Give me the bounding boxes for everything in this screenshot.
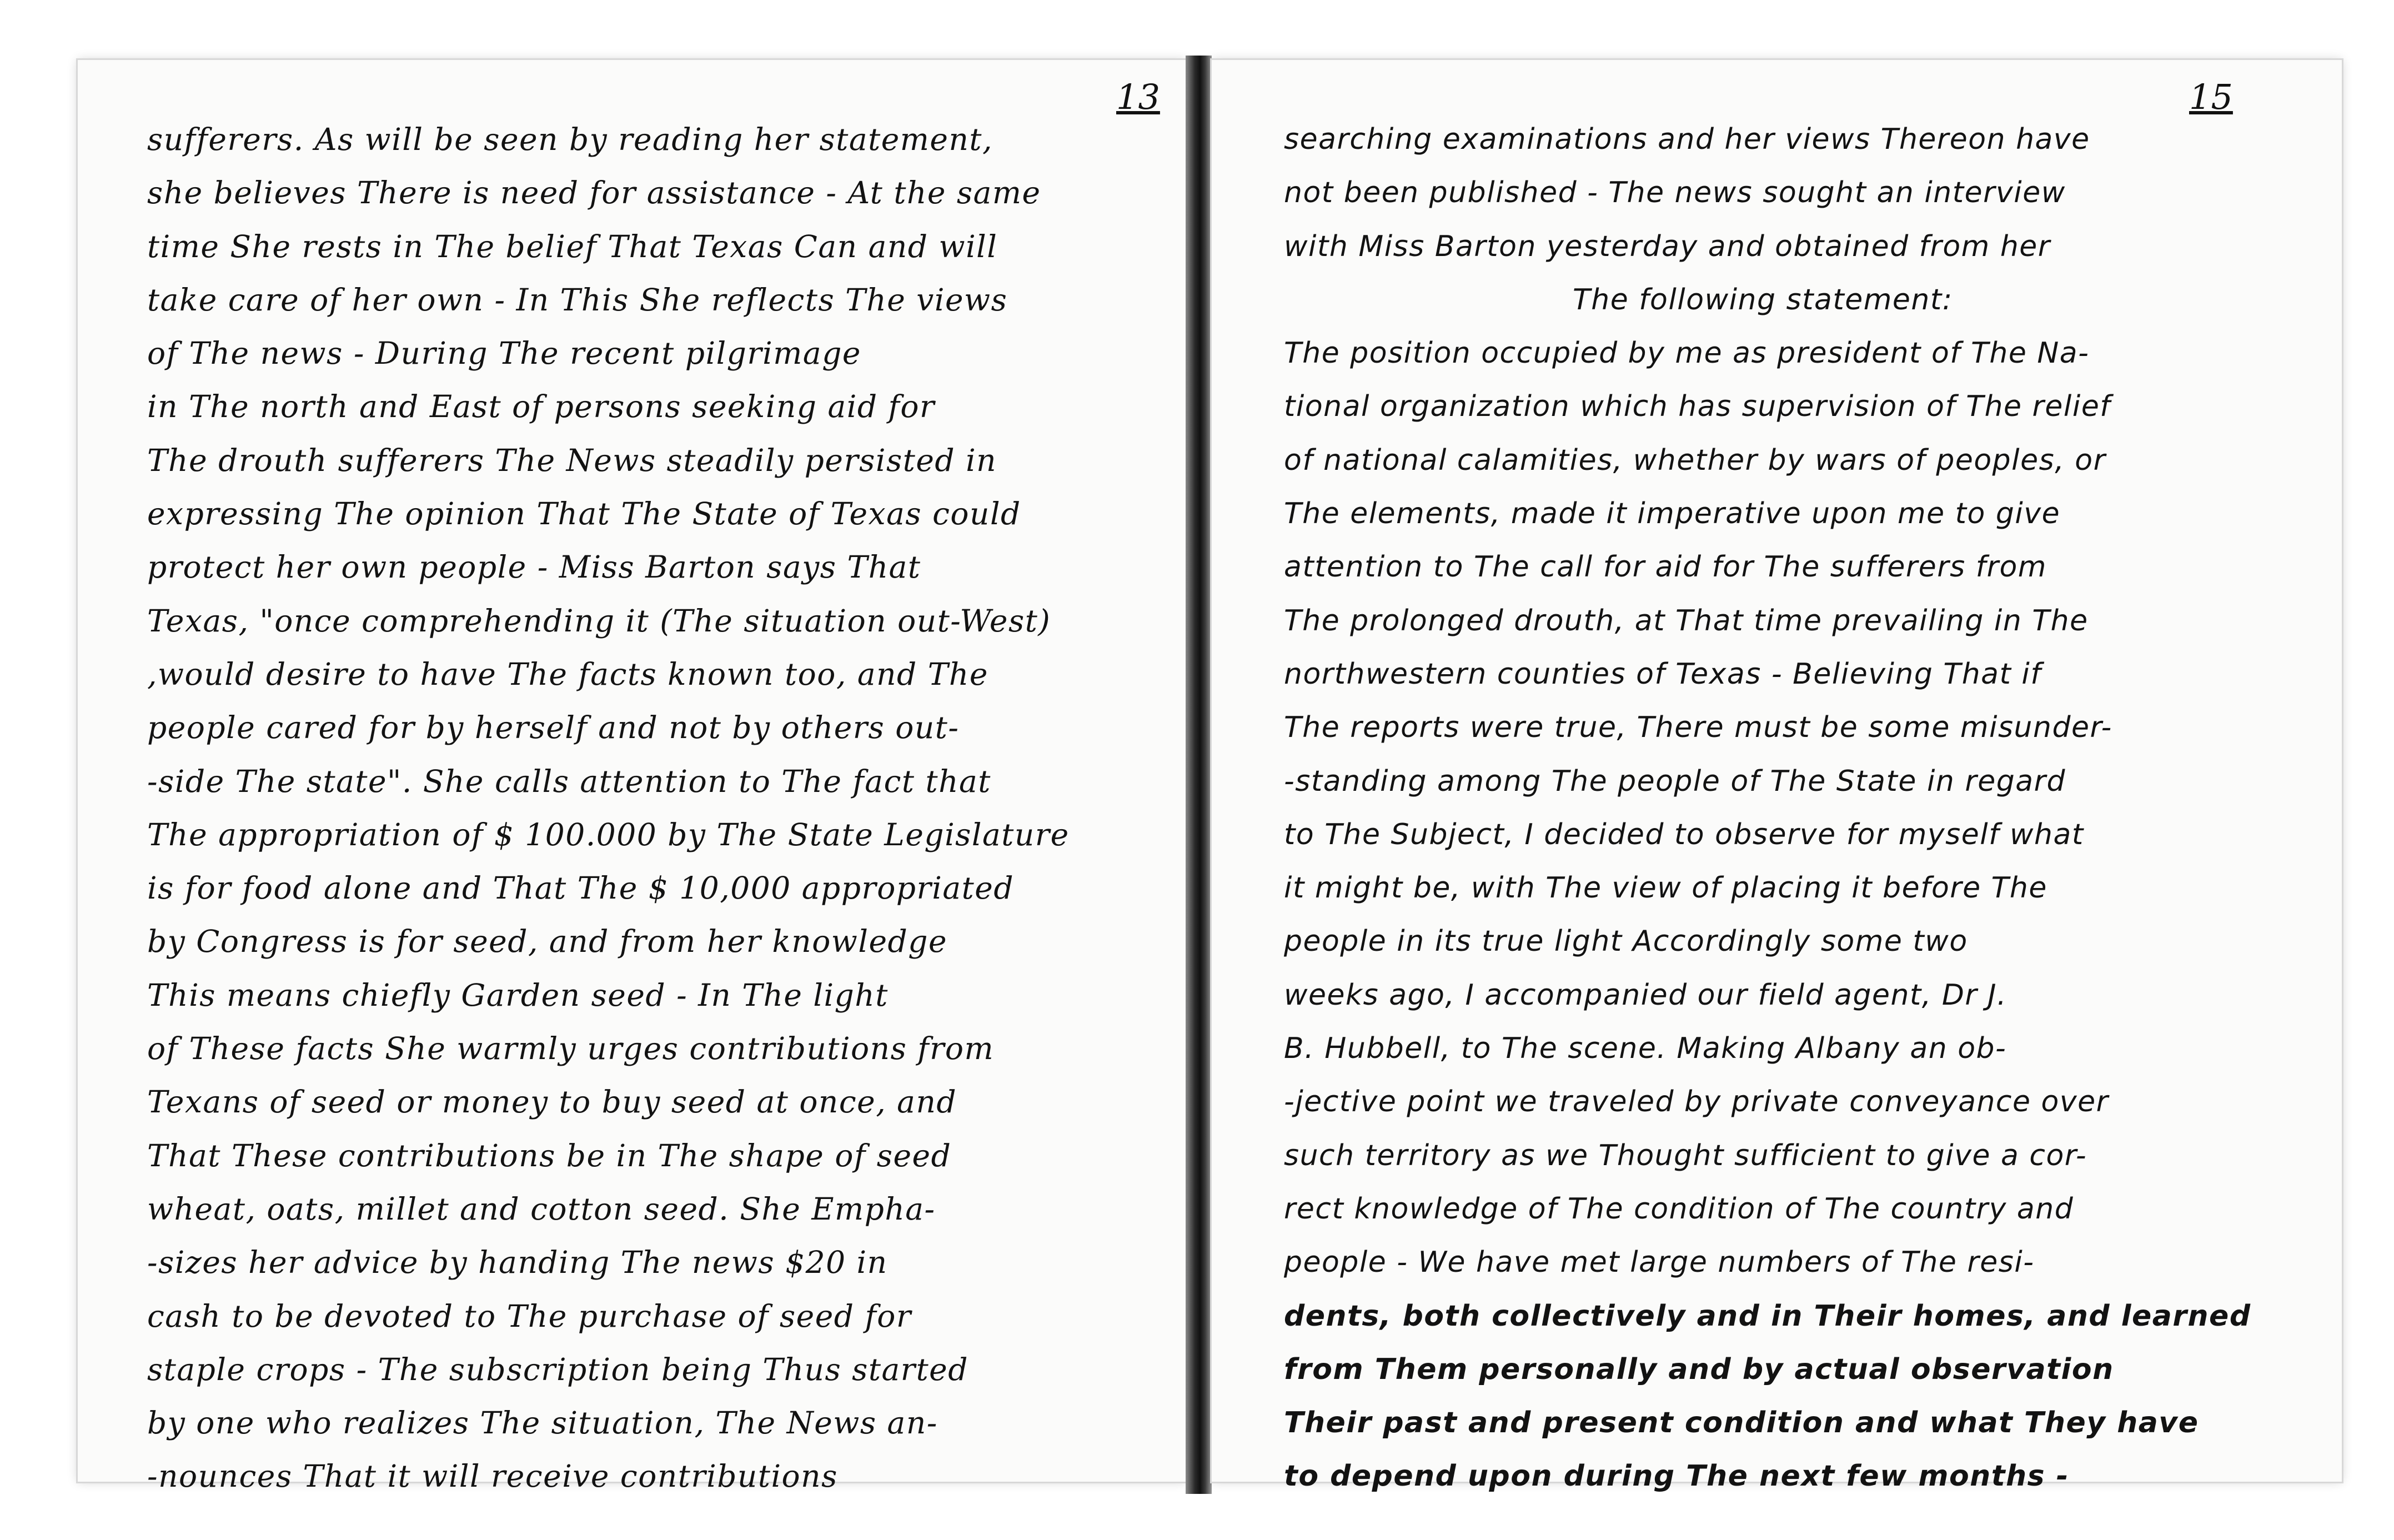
text-line: The position occupied by me as president of The Na- <box>1284 337 2090 370</box>
text-line: -nounces That it will receive contributions <box>147 1458 838 1494</box>
text-line: -standing among The people of The State in regard <box>1284 764 2066 798</box>
text-line: of The news - During The recent pilgrimage <box>147 335 861 372</box>
text-line: wheat, oats, millet and cotton seed. She Empha- <box>147 1191 936 1227</box>
text-line: staple crops - The subscription being Thus started <box>147 1351 968 1387</box>
text-line: The prolonged drouth, at That time prevailing in The <box>1284 604 2089 638</box>
text-line: in The north and East of persons seeking aid for <box>147 389 935 425</box>
text-line: -sizes her advice by handing The news $20 in <box>147 1245 888 1281</box>
text-line: -side The state". She calls attention to The fact that <box>147 763 991 799</box>
text-line: tional organization which has supervision of The relief <box>1284 390 2111 424</box>
text-line: The appropriation of $ 100.000 by The State Legislature <box>147 816 1070 852</box>
text-line: by one who realizes The situation, The News an- <box>147 1405 938 1441</box>
text-line: she believes There is need for assistance - At the same <box>147 175 1041 211</box>
text-line: expressing The opinion That The State of Texas could <box>147 496 1021 532</box>
page-number: 13 <box>1116 77 1160 117</box>
text-line: -jective point we traveled by private conveyance over <box>1284 1085 2109 1119</box>
text-line: That These contributions be in The shape of seed <box>147 1137 952 1173</box>
text-line: rect knowledge of The condition of The country and <box>1284 1192 2074 1226</box>
text-line: This means chiefly Garden seed - In The light <box>147 977 889 1013</box>
right-page <box>1212 60 2342 1493</box>
text-line: sufferers. As will be seen by reading her statement, <box>147 122 993 157</box>
text-line: from Them personally and by actual observation <box>1284 1352 2114 1386</box>
text-line: B. Hubbell, to The scene. Making Albany an ob- <box>1284 1032 2007 1066</box>
text-line: by Congress is for seed, and from her knowledge <box>147 924 947 960</box>
left-page <box>78 60 1186 1494</box>
text-line: ,would desire to have The facts known too, and The <box>147 656 988 692</box>
text-line: Texas, "once comprehending it (The situation out-West) <box>147 603 1051 639</box>
text-line: it might be, with The view of placing it before The <box>1284 871 2047 905</box>
text-line: northwestern counties of Texas - Believing That if <box>1284 657 2042 691</box>
text-line: cash to be devoted to The purchase of seed for <box>147 1298 912 1334</box>
handwritten-text-block <box>147 113 1202 1503</box>
text-line: The elements, made it imperative upon me to give <box>1284 497 2061 531</box>
page-number: 15 <box>2189 77 2233 117</box>
text-line: Texans of seed or money to buy seed at once, and <box>147 1084 957 1120</box>
text-line: Their past and present condition and what They have <box>1284 1406 2199 1440</box>
text-line: people in its true light Accordingly some two <box>1284 925 1968 959</box>
text-line: time She rests in The belief That Texas Can and will <box>147 228 998 264</box>
text-line: not been published - The news sought an interview <box>1284 176 2066 210</box>
text-line: to depend upon during The next few months - <box>1284 1459 2069 1493</box>
text-line: attention to The call for aid for The sufferers from <box>1284 550 2047 584</box>
text-line: people cared for by herself and not by others out- <box>147 710 960 746</box>
text-line: take care of her own - In This She reflects The views <box>147 282 1008 318</box>
text-line: is for food alone and That The $ 10,000 appropriated <box>147 870 1015 906</box>
text-line: dents, both collectively and in Their homes, and learned <box>1284 1299 2251 1333</box>
text-line: The drouth sufferers The News steadily persisted in <box>147 442 997 478</box>
text-line: to The Subject, I decided to observe for myself what <box>1284 817 2084 851</box>
text-line: searching examinations and her views Thereon have <box>1284 123 2090 156</box>
book-gutter <box>1186 56 1212 1494</box>
text-line: protect her own people - Miss Barton says That <box>147 549 921 585</box>
statement-heading: The following statement: <box>1573 283 1953 317</box>
text-line: with Miss Barton yesterday and obtained from her <box>1284 229 2051 263</box>
text-line: of These facts She warmly urges contributions from <box>147 1031 995 1067</box>
text-line: weeks ago, I accompanied our field agent, Dr J. <box>1284 978 2007 1012</box>
text-line: people - We have met large numbers of The resi- <box>1284 1246 2035 1280</box>
text-line: of national calamities, whether by wars of peoples, or <box>1284 443 2106 477</box>
handwritten-text-block <box>1284 113 2322 1503</box>
text-line: The reports were true, There must be some misunder- <box>1284 711 2112 745</box>
text-line: such territory as we Thought sufficient to give a cor- <box>1284 1138 2087 1172</box>
